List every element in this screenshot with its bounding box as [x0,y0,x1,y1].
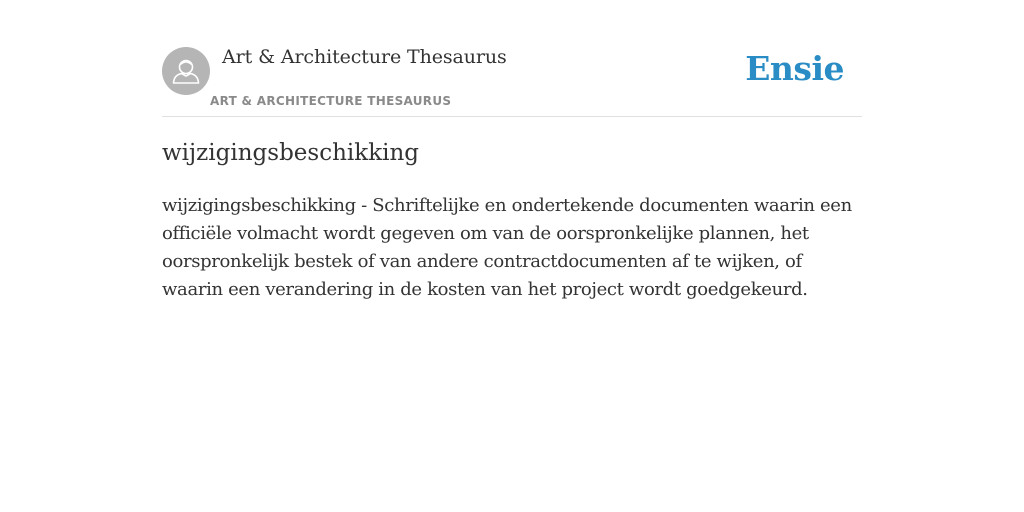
user-silhouette-icon [162,47,210,95]
definition-text: wijzigingsbeschikking - Schriftelijke en ondertekende documenten waarin een officiële volmacht wordt gegeven om van de oorspronkelijke plannen, het oorspronkelijk bestek of van andere contractdocumenten af te wijken, of waarin een verandering in de kosten van het project wordt goedgekeurd. [162,195,852,300]
author-name[interactable]: Art & Architecture Thesaurus [222,46,507,68]
author-avatar[interactable] [162,47,210,95]
page-container [162,0,862,300]
ensie-logo[interactable]: Ensie [745,49,844,88]
author-subtitle: ART & ARCHITECTURE THESAURUS [210,94,452,108]
term-title: wijzigingsbeschikking [162,140,420,166]
page-header [162,0,862,117]
